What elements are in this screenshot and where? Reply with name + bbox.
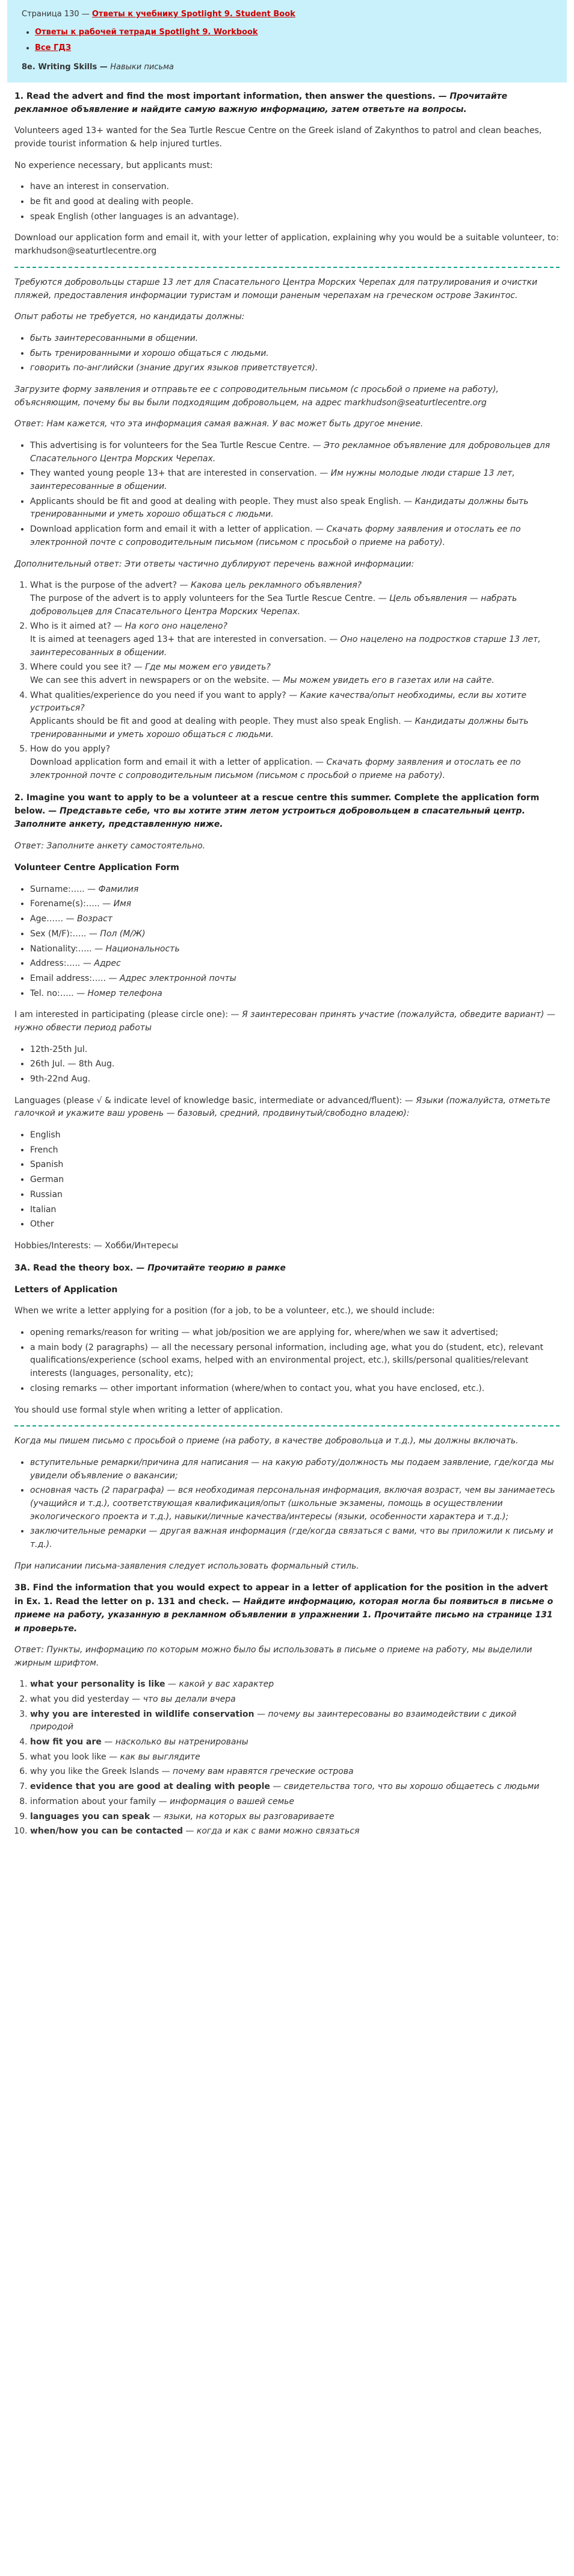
translation-paragraph: Когда мы пишем письмо с просьбой о приеме (на работу, в качестве добровольца и т.д.), мы должны включать. — [14, 1436, 519, 1446]
ex3a-title: 3A. Read the theory box. — Прочитайте теорию в рамке — [14, 1263, 286, 1273]
list-item: • 26th Jul. — 8th Aug. — [30, 1058, 560, 1071]
list-item: • have an interest in conservation. — [30, 181, 560, 194]
form-field: • Tel. no:….. — Номер телефона — [30, 988, 560, 1001]
list-item: 10. when/how you can be contacted — когда и как с вами можно связаться — [30, 1825, 560, 1838]
qa-item: 1. What is the purpose of the advert? — Какова цель рекламного объявления? The purpose of the advert is to apply volunteers for the Sea Turtle Rescue Centre. — Цель объявления — набрать добровольцев для Спасательного Центра Морских Черепах. — [30, 579, 560, 618]
ex2-title: 2. Imagine you want to apply to be a volunteer at a rescue centre this summer. Complete the application form below. — Представьте себе, что вы хотите этим летом устроиться добровольцем в спасательный центр. Заполните анкету, представленную ниже. — [14, 792, 540, 830]
form-fields — [14, 883, 560, 1001]
extra-answer-intro: Дополнительный ответ: Эти ответы частично дублируют перечень важной информации: — [14, 559, 415, 569]
separator — [14, 267, 560, 268]
theory-points — [14, 1327, 560, 1395]
list-item: • speak English (other languages is an advantage). — [30, 211, 560, 224]
ex3b-title: 3B. Find the information that you would expect to appear in a letter of application for the position in the advert in Ex. 1. Read the letter on p. 131 and check. — Найдите информацию, которая могла бы появиться в письме о приеме на работу, указанную в рекламном объявлении в упражнении 1. Прочитайте письмо на странице 131 и проверьте. — [14, 1583, 554, 1634]
list-item: • быть заинтересованными в общении. — [30, 332, 560, 346]
list-item: • closing remarks — other important information (where/when to contact you, what you have enclosed, etc.). — [30, 1383, 560, 1396]
list-item: • Other — [30, 1218, 560, 1231]
advert-paragraph: Volunteers aged 13+ wanted for the Sea Turtle Rescue Centre on the Greek island of Zakynthos to patrol and clean beaches, provide tourist information & help injured turtles. — [14, 126, 542, 149]
page — [7, 0, 567, 1838]
advert-paragraph: Download our application form and email it, with your letter of application, explaining why you would be a suitable volunteer, to: markhudson@seaturtlecentre.org — [14, 233, 559, 257]
form-title: Volunteer Centre Application Form — [14, 863, 179, 873]
qa-item: 5. How do you apply? Download application form and email it with a letter of application. — Скачать форму заявления и отослать ее по электронной почте с сопроводительным письмом (письмом с просьбой о приеме на работу). — [30, 743, 560, 782]
list-item: • French — [30, 1144, 560, 1157]
form-field: • Surname:….. — Фамилия — [30, 883, 560, 897]
list-item: • be fit and good at dealing with people. — [30, 196, 560, 209]
translation-paragraph: Опыт работы не требуется, но кандидаты должны: — [14, 312, 245, 322]
nav-page-line: Страница 130 — Ответы к учебнику Spotlight 9. Student Book — [22, 10, 295, 19]
list-item: • 12th-25th Jul. — [30, 1044, 560, 1057]
languages-prompt: Languages (please √ & indicate level of knowledge basic, intermediate or advanced/fluent): — Языки (пожалуйста, отметьте галочкой и укажите ваш уровень — базовый, средний, продвинутый/свободно владею): — [14, 1095, 551, 1119]
theory-subtitle: Letters of Application — [14, 1284, 118, 1295]
list-item: 7. evidence that you are good at dealing with people — свидетельства того, что вы хорошо общаетесь с людьми — [30, 1781, 560, 1794]
list-item: • opening remarks/reason for writing — what job/position we are applying for, where/when we saw it advertised; — [30, 1327, 560, 1340]
list-item: • English — [30, 1129, 560, 1142]
list-item: • быть тренированными и хорошо общаться с людьми. — [30, 347, 560, 361]
qa-item: 2. Who is it aimed at? — На кого оно нацелено? It is aimed at teenagers aged 13+ that are interested in conversation. — Оно нацелено на подростков старше 13 лет, заинтересованных в общении. — [30, 620, 560, 659]
form-field: • Forename(s):….. — Имя — [30, 898, 560, 911]
nav-link-item — [35, 42, 550, 54]
list-item: • This advertising is for volunteers for the Sea Turtle Rescue Centre. — Это рекламное объявление для добровольцев для Спасательного Центра Морских Черепах. — [30, 440, 560, 465]
answer-intro: Ответ: Нам кажется, что эта информация самая важная. У вас может быть другое мнение. — [14, 419, 424, 429]
nav-link-item — [35, 26, 550, 39]
ex3b-answer: Ответ: Пункты, информацию по которым можно было бы использовать в письме о приеме на работу, мы выделили жирным шрифтом. — [14, 1644, 532, 1668]
form-field: • Address:….. — Адрес — [30, 957, 560, 971]
form-field: • Email address:….. — Адрес электронной почты — [30, 972, 560, 986]
advert-paragraph: No experience necessary, but applicants must: — [14, 160, 213, 170]
list-item: • Russian — [30, 1189, 560, 1202]
ex2-answer: Ответ: Заполните анкету самостоятельно. — [14, 841, 206, 851]
translation-points — [14, 1457, 560, 1552]
list-item: • Spanish — [30, 1159, 560, 1172]
list-item: 2. what you did yesterday — что вы делали вчера — [30, 1693, 560, 1706]
form-field: • Sex (M/F):….. — Пол (М/Ж) — [30, 928, 560, 941]
form-field: • Nationality:….. — Национальность — [30, 943, 560, 956]
languages-list — [14, 1129, 560, 1231]
nav-student-book-link[interactable]: Ответы к учебнику Spotlight 9. Student Book — [91, 10, 295, 19]
period-options — [14, 1044, 560, 1086]
list-item: 1. what your personality is like — какой у вас характер — [30, 1678, 560, 1691]
list-item: • Download application form and email it with a letter of application. — Скачать форму заявления и отослать ее по электронной почте с сопроводительным письмом (письмом с просьбой о приеме на работу). — [30, 523, 560, 549]
qa-item: 4. What qualities/experience do you need if you want to apply? — Какие качества/опыт необходимы, если вы хотите устроиться? Applicants should be fit and good at dealing with people. They must also speak English. — Кандидаты должны быть тренированными и уметь хорошо общаться с людьми. — [30, 689, 560, 742]
translation-paragraph: Загрузите форму заявления и отправьте ее с сопроводительным письмом (с просьбой о приеме на работу), объясняющим, почему бы вы были подходящим добровольцем, на адрес markhudson@seaturtlecentre.org — [14, 384, 499, 408]
nav-box — [7, 0, 567, 82]
list-item: • 9th-22nd Aug. — [30, 1073, 560, 1086]
list-item: • German — [30, 1174, 560, 1187]
period-prompt: I am interested in participating (please circle one): — Я заинтересован принять участие (пожалуйста, обведите вариант) — нужно обвести период работы — [14, 1010, 555, 1033]
list-item: • a main body (2 paragraphs) — all the necessary personal information, including age, what you do (student, etc), relevant qualifications/experience (school exams, helped with an environmental project, etc.), skills/personal qualities/relevant interests (languages, personality, etc); — [30, 1342, 560, 1381]
list-item: • They wanted young people 13+ that are interested in conservation. — Им нужны молодые люди старше 13 лет, заинтересованные в общении. — [30, 467, 560, 493]
list-item: 3. why you are interested in wildlife conservation — почему вы заинтересованы во взаимодействии с дикой природой — [30, 1708, 560, 1734]
answer-list — [14, 440, 560, 550]
list-item: 6. why you like the Greek Islands — почему вам нравятся греческие острова — [30, 1766, 560, 1779]
list-item: • говорить по-английски (знание других языков приветствуется). — [30, 362, 560, 375]
list-item: • Applicants should be fit and good at dealing with people. They must also speak English. — Кандидаты должны быть тренированными и уметь хорошо общаться с людьми. — [30, 496, 560, 521]
separator — [14, 1425, 560, 1426]
section-title: 8e. Writing Skills — Навыки письма — [22, 63, 174, 72]
qa-list — [14, 579, 560, 782]
list-item: 5. what you look like — как вы выглядите — [30, 1751, 560, 1764]
main-content — [7, 90, 567, 1838]
list-item: • заключительные ремарки — другая важная информация (где/когда связаться с вами, что вы приложили к письму и т.д.). — [30, 1525, 560, 1551]
nav-workbook-link[interactable]: Ответы к рабочей тетради Spotlight 9. Workbook — [35, 28, 258, 37]
theory-intro: When we write a letter applying for a position (for a job, to be a volunteer, etc.), we should include: — [14, 1306, 435, 1316]
list-item: • вступительные ремарки/причина для написания — на какую работу/должность мы подаем заявление, где/когда мы увидели объявление о вакансии; — [30, 1457, 560, 1482]
nav-all-gdz-link[interactable]: Все ГДЗ — [35, 43, 72, 53]
nav-links — [22, 26, 550, 54]
translation-requirements — [14, 332, 560, 375]
theory-formal-note: You should use formal style when writing a letter of application. — [14, 1405, 283, 1415]
ex3b-list — [14, 1678, 560, 1838]
translation-paragraph: Требуются добровольцы старше 13 лет для Спасательного Центра Морских Черепах для патрулирования и очистки пляжей, предоставления информации туристам и помощи раненым черепахам на греческом острове Закинтос. — [14, 277, 538, 300]
list-item: • Italian — [30, 1204, 560, 1217]
list-item: 9. languages you can speak — языки, на которых вы разговариваете — [30, 1811, 560, 1824]
list-item: • основная часть (2 параграфа) — вся необходимая персональная информация, включая возраст, чем вы занимаетесь (учащийся и т.д.), соответствующая квалификация/опыт (школьные экзамены, помощь в осуществлении экологического проекта и т.д.), навыки/личные качества/интересы (языки, особенности характера и т.д.); — [30, 1484, 560, 1523]
qa-item: 3. Where could you see it? — Где мы можем его увидеть? We can see this advert in newspapers or on the website. — Мы можем увидеть его в газетах или на сайте. — [30, 661, 560, 687]
translation-paragraph: При написании письма-заявления следует использовать формальный стиль. — [14, 1561, 359, 1571]
list-item: 4. how fit you are — насколько вы натренированы — [30, 1736, 560, 1749]
advert-requirements — [14, 181, 560, 223]
ex1-title: 1. Read the advert and find the most important information, then answer the questions. — Прочитайте рекламное объявление и найдите самую важную информацию, затем ответьте на вопросы. — [14, 91, 508, 114]
form-field: • Age…… — Возраст — [30, 913, 560, 926]
hobbies-line: Hobbies/Interests: — Хобби/Интересы — [14, 1240, 179, 1251]
list-item: 8. information about your family — информация о вашей семье — [30, 1796, 560, 1809]
